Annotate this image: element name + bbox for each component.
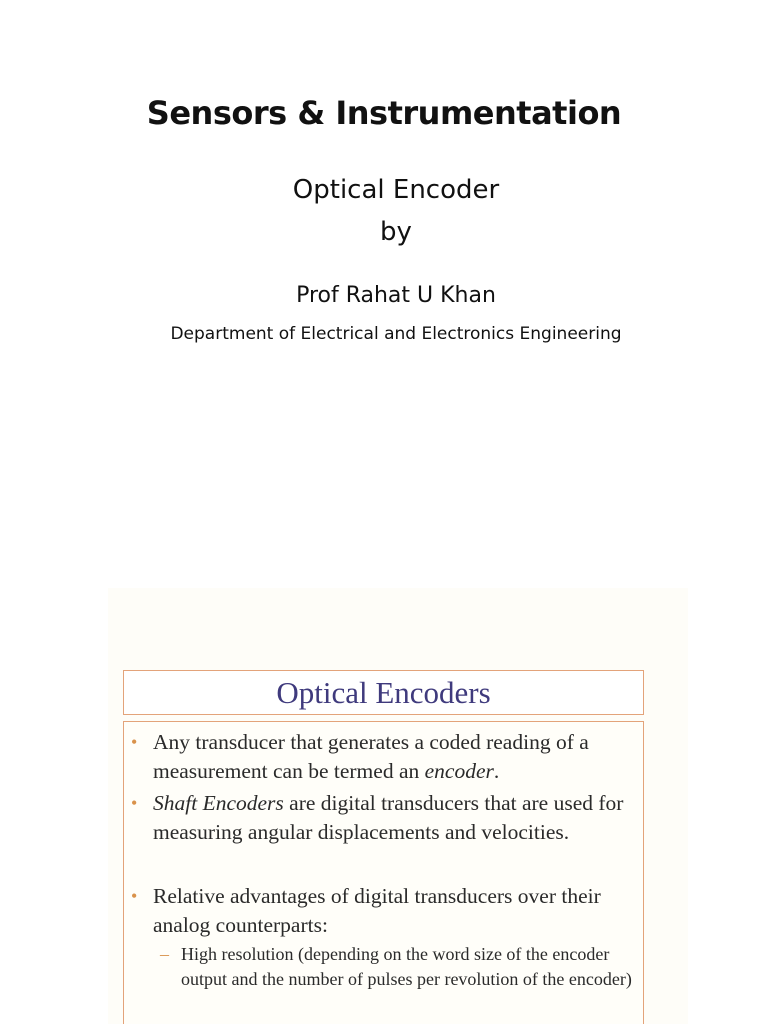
bullet-text: Relative advantages of digital transducers over their analog counterparts: xyxy=(153,884,601,937)
bullet-marker-icon: • xyxy=(131,732,138,752)
bullet-text-italic: Shaft Encoders xyxy=(153,791,284,815)
slide-title: Sensors & Instrumentation xyxy=(146,94,622,132)
sub-bullet-text: High resolution (depending on the word size of the encoder output and the number of pulses per revolution of the encoder) xyxy=(181,944,632,989)
bullet-marker-icon: • xyxy=(131,793,138,813)
bullet-text xyxy=(153,789,643,847)
slide-subtitle-by: by xyxy=(380,217,412,247)
slide-body-box xyxy=(123,721,644,1024)
bullet-marker-icon: • xyxy=(131,886,138,906)
bullet-text-italic: encoder xyxy=(424,759,494,783)
slide-subtitle: Optical Encoder xyxy=(292,175,500,205)
bullet-text xyxy=(153,728,643,786)
slide-title-box xyxy=(123,670,644,715)
bullet-text-part: Any transducer that generates a coded reading of a measurement can be termed an xyxy=(153,730,589,783)
content-slide xyxy=(108,588,688,1024)
bullet-text-part: . xyxy=(493,759,500,783)
bullet-text-part: are digital transducers that are used for measuring angular displacements and velocities. xyxy=(153,791,624,844)
department-name: Department of Electrical and Electronics Engineering xyxy=(170,324,622,344)
dash-marker-icon: – xyxy=(160,944,169,964)
author-name: Prof Rahat U Khan xyxy=(296,283,496,308)
slide-heading: Optical Encoders xyxy=(276,675,491,710)
